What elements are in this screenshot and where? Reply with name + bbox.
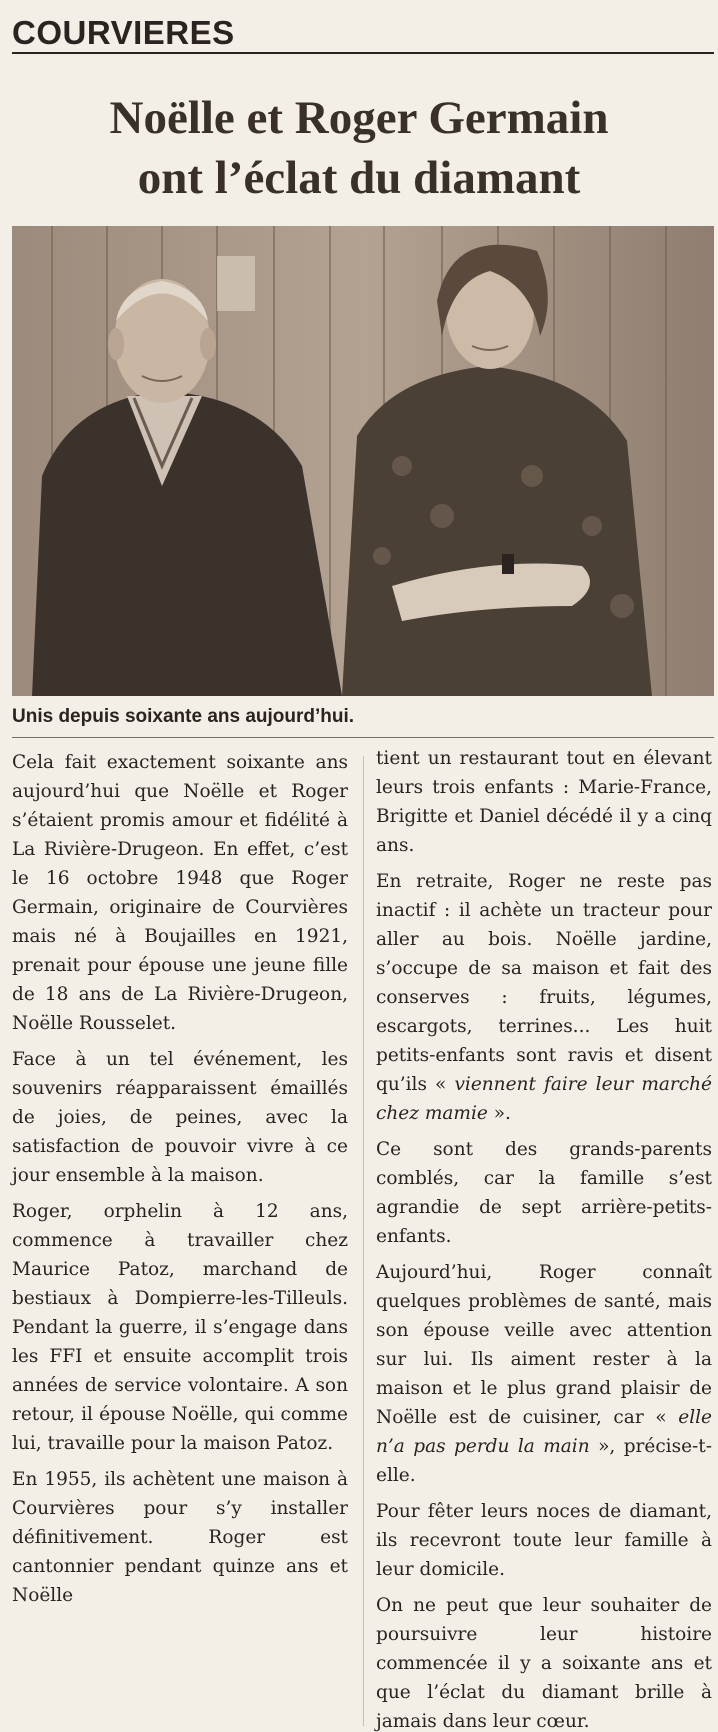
quote-text: elle n’a pas perdu la main xyxy=(376,1407,712,1457)
article-paragraph: tient un restaurant tout en élevant leurs trois enfants : Marie-France, Brigitte et Daniel décédé il y a cinq ans. xyxy=(376,748,712,856)
article-column-left xyxy=(12,748,348,1617)
section-label: COURVIERES xyxy=(12,14,235,51)
article-paragraph: Cela fait exactement soixante ans aujourd’hui que Noëlle et Roger s’étaient promis amour et fidélité à La Rivière-Drugeon. En effet, c’est le 16 octobre 1948 que Roger Germain, originaire de Courvières mais né à Boujailles en 1921, prenait pour épouse une jeune fille de 18 ans de La Rivière-Drugeon, Noëlle Rousselet. xyxy=(12,752,348,1034)
couple-photo-illustration xyxy=(12,226,714,696)
paragraph-text: Aujourd’hui, Roger connaît quelques problèmes de santé, mais son épouse veille avec attention sur lui. Ils aiment rester à la maison et le plus grand plaisir de Noëlle est de cuisiner, car « xyxy=(376,1262,712,1428)
article-paragraph: Roger, orphelin à 12 ans, commence à travailler chez Maurice Patoz, marchand de bestiaux à Dompierre-les-Tilleuls. Pendant la guerre, il s’engage dans les FFI et ensuite accomplit trois années de service volontaire. A son retour, il épouse Noëlle, qui comme lui, travaille pour la maison Patoz. xyxy=(12,1201,348,1454)
quote-text: viennent faire leur marché chez mamie xyxy=(376,1074,712,1124)
article-paragraph: On ne peut que leur souhaiter de poursuivre leur histoire commencée il y a soixante ans et que l’éclat du diamant brille à jamais dans leur cœur. xyxy=(376,1595,712,1732)
headline xyxy=(10,88,708,208)
caption-divider xyxy=(12,737,714,738)
article-column-right xyxy=(376,744,712,1732)
article-paragraph: En 1955, ils achètent une maison à Courvières pour s’y installer définitivement. Roger est cantonnier pendant quinze ans et Noëlle xyxy=(12,1469,348,1606)
article-paragraph xyxy=(376,867,712,1128)
paragraph-text: En retraite, Roger ne reste pas inactif : il achète un tracteur pour aller au bois. Noëlle jardine, s’occupe de sa maison et fait des conserves : fruits, légumes, escargots, terrines... Les huit petits-enfants sont ravis et disent qu’ils « xyxy=(376,871,712,1095)
headline-line-1: Noëlle et Roger Germain xyxy=(109,92,609,144)
article-paragraph: Pour fêter leurs noces de diamant, ils recevront toute leur famille à leur domicile. xyxy=(376,1501,712,1580)
paragraph-text: ». xyxy=(487,1103,511,1124)
column-divider xyxy=(363,756,364,1726)
paragraph-text: », précise-t-elle. xyxy=(376,1436,712,1486)
article-paragraph: Ce sont des grands-parents comblés, car la famille s’est agrandie de sept arrière-petits-enfants. xyxy=(376,1139,712,1247)
couple-photo xyxy=(12,226,714,696)
photo-caption: Unis depuis soixante ans aujourd’hui. xyxy=(12,706,355,727)
headline-line-2: ont l’éclat du diamant xyxy=(137,152,581,204)
section-divider xyxy=(12,52,714,54)
article-paragraph xyxy=(376,1258,712,1490)
article-paragraph: Face à un tel événement, les souvenirs réapparaissent émaillés de joies, de peines, avec la satisfaction de pouvoir vivre à ce jour ensemble à la maison. xyxy=(12,1049,348,1186)
